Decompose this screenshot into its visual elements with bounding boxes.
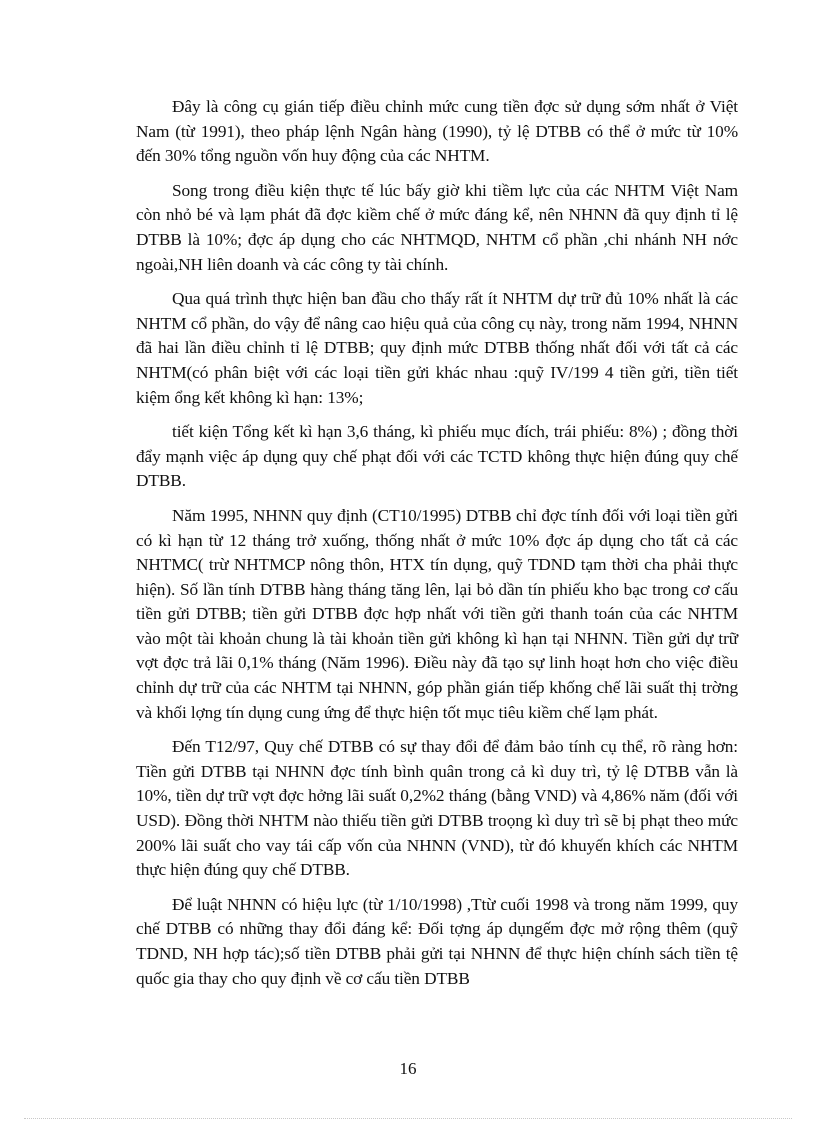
paragraph-2: Song trong điều kiện thực tế lúc bấy giờ khi tiềm lực của các NHTM Việt Nam còn nhỏ bé và lạm phát đã đợc kiềm chế ở mức đáng kể, nên NHNN đã quy định tỉ lệ DTBB là 10%; đợc áp dụng cho các NHTMQD, NHTM cổ phần ,chi nhánh NH nớc ngoài,NH liên doanh và các công ty tài chính.	[136, 180, 738, 274]
paragraph-7: Để luật NHNN có hiệu lực (từ 1/10/1998) ,Ttừ cuối 1998 và trong năm 1999, quy chế DTBB có những thay đổi đáng kể: Đối tợng áp dụngếm đợc mở rộng thêm (quỹ TDND, NH hợp tác);số tiền DTBB phải gửi tại NHNN để thực hiện chính sách tiền tệ quốc gia thay cho quy định về cơ cấu tiền DTBB	[136, 894, 738, 988]
page-bottom-divider	[24, 1118, 792, 1119]
paragraph-3: Qua quá trình thực hiện ban đầu cho thấy rất ít NHTM dự trữ đủ 10% nhất là các NHTM cổ phần, do vậy để nâng cao hiệu quả của công cụ này, trong năm 1994, NHNN đã hai lần điều chỉnh tỉ lệ DTBB; quy định mức DTBB thống nhất đối với tất cả các NHTM(có phân biệt với các loại tiền gửi khác nhau :quỹ IV/199 4 tiền gửi, tiền tiết kiệm ổng kết không kì hạn: 13%;	[136, 289, 738, 407]
paragraph-4: tiết kiện Tổng kết kì hạn 3,6 tháng, kì phiếu mục đích, trái phiếu: 8%) ; đồng thời đẩy mạnh việc áp dụng quy chế phạt đối với các TCTD không thực hiện đúng quy chế DTBB.	[136, 422, 738, 491]
paragraph-5: Năm 1995, NHNN quy định (CT10/1995) DTBB chỉ đợc tính đối với loại tiền gửi có kì hạn từ 12 tháng trở xuống, thống nhất ở mức 10% đợc áp dụng cho tất cả các NHTMC( trừ NHTMCP nông thôn, HTX tín dụng, quỹ TDND tạm thời cha phải thực hiện). Số lần tính DTBB hàng tháng tăng lên, lại bỏ dần tín phiếu kho bạc trong cơ cấu tiền gửi DTBB; tiền gửi DTBB đợc hợp nhất với tiền gửi thanh toán của các NHTM vào một tài khoản chung là tài khoản tiền gửi không kì hạn tại NHNN. Tiền gửi dự trữ vợt đợc trả lãi 0,1% tháng (Năm 1996). Điều này đã tạo sự linh hoạt hơn cho việc điều chỉnh dự trữ của các NHTM tại NHNN, góp phần gián tiếp khống chế lãi suất thị trờng và khối lợng tín dụng cung ứng để thực hiện tốt mục tiêu kiềm chế lạm phát.	[136, 505, 738, 722]
paragraph-6: Đến T12/97, Quy chế DTBB có sự thay đổi để đảm bảo tính cụ thể, rõ ràng hơn: Tiền gửi DTBB tại NHNN đợc tính bình quân trong cả kì duy trì, tỷ lệ DTBB vẫn là 10%, tiền dự trữ vợt đợc hởng lãi suất 0,2%2 tháng (bằng VND) và 4,86% năm (đối với USD). Đồng thời NHTM nào thiếu tiền gửi DTBB troọng kì duy trì sẽ bị phạt theo mức 200% lãi suất cho vay tái cấp vốn của NHNN (VND), từ đó khuyến khích các NHTM thực hiện đúng quy chế DTBB.	[136, 737, 738, 880]
paragraph-1: Đây là công cụ gián tiếp điều chỉnh mức cung tiền đợc sử dụng sớm nhất ở Việt Nam (từ 1991), theo pháp lệnh Ngân hàng (1990), tỷ lệ DTBB có thể ở mức từ 10% đến 30% tổng nguồn vốn huy động của các NHTM.	[136, 97, 738, 166]
document-body	[136, 95, 738, 1001]
page-number: 16	[399, 1059, 417, 1078]
